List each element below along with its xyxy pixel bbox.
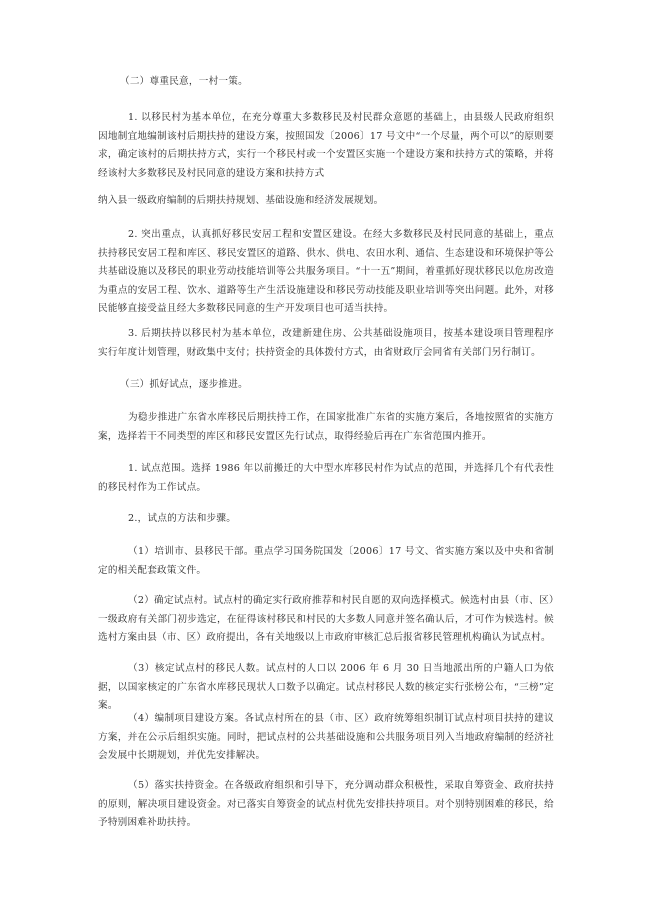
- paragraph-3: 3. 后期扶持以移民村为基本单位，改建新建住房、公共基础设施项目，按基本建设项目管理程序实行年度计划管理，财政集中支付；扶持资金的具体拨付方式，由省财政厅会同省有关部门另行制订。: [98, 328, 554, 358]
- step-4-project-plan: （4）编制项目建设方案。各试点村所在的县（市、区）政府统筹组织制订试点村项目扶持的建议方案，并在公示后组织实施。同时，把试点村的公共基础设施和公共服务项目列入当地政府编制的经济社会发展中长期规划，并优先安排解决。: [98, 713, 554, 761]
- paragraph-pilot-methods: 2.，试点的方法和步骤。: [128, 513, 237, 524]
- step-1-training: （1）培训市、县移民干部。重点学习国务院国发〔2006〕17 号文、省实施方案以及中央和省制定的相关配套政策文件。: [98, 546, 554, 576]
- paragraph-1: 1. 以移民村为基本单位，在充分尊重大多数移民及村民群众意愿的基础上，由县级人民政府组织因地制宜地编制该村后期扶持的建设方案，按照国发〔2006〕17 号文中“一个尽量，两个可以”的原则要求，确定该村的后期扶持方式，实行一个移民村或一个安置区实施一个建设方案和扶持方式的策略，并将经该村大多数移民及村民同意的建设方案和扶持方式: [98, 112, 554, 179]
- step-5-funding: （5）落实扶持资金。在各级政府组织和引导下，充分调动群众积极性，采取自筹资金、政府扶持的原则，解决项目建设资金。对已落实自筹资金的试点村优先安排扶持项目。对个别特别困难的移民，给予特别困难补助扶持。: [98, 780, 554, 828]
- paragraph-pilot-intro: 为稳步推进广东省水库移民后期扶持工作，在国家批准广东省的实施方案后，各地按照省的实施方案，选择若干不同类型的库区和移民安置区先行试点，取得经验后再在广东省范围内推开。: [98, 412, 554, 442]
- paragraph-1-continuation: 纳入县一级政府编制的后期扶持规划、基础设施和经济发展规划。: [98, 195, 384, 206]
- step-2-select-village: （2）确定试点村。试点村的确定实行政府推荐和村民自愿的双向选择模式。候选村由县（市、区）一级政府有关部门初步选定，在征得该村移民和村民的大多数人同意并签名确认后，才可作为候选村。候选村方案由县（市、区）政府提出，各有关地级以上市政府审核汇总后报省移民管理机构确认为试点村。: [98, 595, 554, 643]
- section-heading-respect-will: （二）尊重民意，一村一策。: [120, 76, 248, 87]
- step-3-verify-population: （3）核定试点村的移民人数。试点村的人口以 2006 年 6 月 30 日当地派出所的户籍人口为依据，以国家核定的广东省水库移民现状人口数予以确定。试点村移民人数的核定实行张榜公布，“三榜”定案。: [98, 663, 554, 711]
- paragraph-2: 2. 突出重点，认真抓好移民安居工程和安置区建设。在经大多数移民及村民同意的基础上，重点扶持移民安居工程和库区、移民安置区的道路、供水、供电、农田水利、通信、生态建设和环境保护等公共基础设施以及移民的职业劳动技能培训等公共服务项目。“十一五”期间，着重抓好现状移民以危房改造为重点的安居工程、饮水、道路等生产生活设施建设和移民劳动技能及职业培训等突出问题。此外，对移民能够直接受益且经大多数移民同意的生产开发项目也可适当扶持。: [98, 229, 554, 314]
- paragraph-pilot-scope: 1. 试点范围。选择 1986 年以前搬迁的大中型水库移民村作为试点的范围，并选择几个有代表性的移民村作为工作试点。: [98, 463, 554, 493]
- section-heading-pilot: （三）抓好试点，逐步推进。: [120, 379, 248, 390]
